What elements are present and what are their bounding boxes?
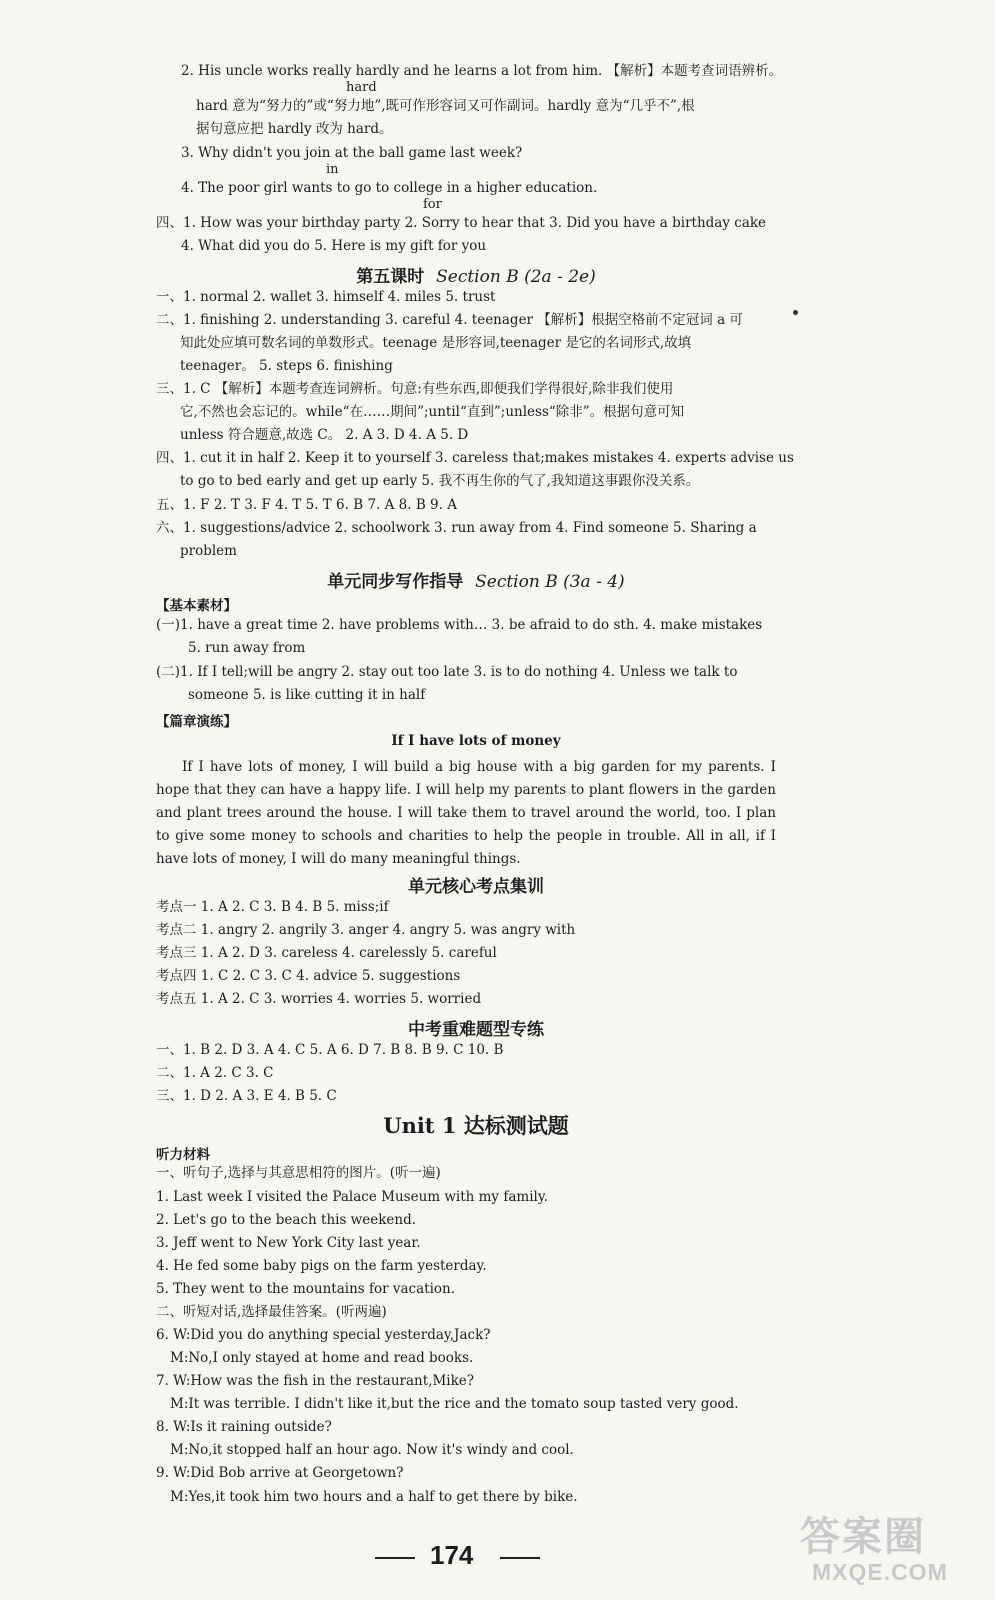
dialog-line: M:No,it stopped half an hour ago. Now it's windy and cool.	[170, 1442, 574, 1458]
correction-mark: hard	[346, 80, 377, 95]
listening-line: 3. Jeff went to New York City last year.	[156, 1235, 421, 1251]
section-heading	[156, 567, 796, 592]
answer-line: 考点五 1. A 2. C 3. worries 4. worries 5. worried	[156, 991, 482, 1007]
dialog-line: M:Yes,it took him two hours and a half to get there by bike.	[170, 1489, 578, 1505]
ink-dot	[793, 310, 798, 315]
answer-line: hard 意为“努力的”或“努力地”,既可作形容词又可作副词。hardly 意为“几乎不”,根	[196, 98, 695, 114]
dialog-line: 7. W:How was the fish in the restaurant,Mike?	[156, 1373, 475, 1389]
answer-line: 二、1. A 2. C 3. C	[156, 1065, 274, 1081]
answer-line: someone 5. is like cutting it in half	[188, 687, 426, 703]
answer-line: 五、1. F 2. T 3. F 4. T 5. T 6. B 7. A 8. B 9. A	[156, 497, 457, 513]
dialog-line: M:No,I only stayed at home and read books.	[170, 1350, 474, 1366]
heading-en: Section B (2a - 2e)	[436, 267, 596, 287]
page-number-dash	[500, 1557, 540, 1559]
question-heading: 一、听句子,选择与其意思相符的图片。(听一遍)	[156, 1165, 441, 1181]
listening-line: 5. They went to the mountains for vacation.	[156, 1281, 456, 1297]
answer-line: unless 符合题意,故选 C。 2. A 3. D 4. A 5. D	[180, 427, 469, 443]
answer-line: 一、1. B 2. D 3. A 4. C 5. A 6. D 7. B 8. B 9. C 10. B	[156, 1042, 504, 1058]
answer-line: 5. run away from	[188, 640, 306, 656]
dialog-line: 9. W:Did Bob arrive at Georgetown?	[156, 1465, 404, 1481]
answer-line: 考点三 1. A 2. D 3. careless 4. carelessly 5. careful	[156, 945, 497, 961]
answer-line: 4. The poor girl wants to go to college in a higher education.	[181, 180, 598, 196]
heading-cn: 单元同步写作指导	[327, 572, 464, 592]
listening-line: 2. Let's go to the beach this weekend.	[156, 1212, 417, 1228]
answer-line: 考点一 1. A 2. C 3. B 4. B 5. miss;if	[156, 899, 389, 915]
answer-line: 四、1. How was your birthday party 2. Sorry to hear that 3. Did you have a birthday cake	[156, 215, 767, 231]
dialog-line: M:It was terrible. I didn't like it,but the rice and the tomato soup tasted very good.	[170, 1396, 739, 1412]
watermark-text: 答案圈	[800, 1515, 926, 1559]
answer-line: 三、1. C 【解析】本题考查连词辨析。句意:有些东西,即便我们学得很好,除非我们使用	[156, 381, 674, 397]
page-number-dash	[375, 1557, 415, 1559]
question-heading: 二、听短对话,选择最佳答案。(听两遍)	[156, 1304, 387, 1320]
correction-mark: in	[326, 162, 339, 177]
page-number: 174	[430, 1540, 474, 1570]
subsection-tag: 【基本素材】	[156, 598, 237, 614]
section-heading	[156, 262, 796, 287]
answer-line: 六、1. suggestions/advice 2. schoolwork 3. run away from 4. Find someone 5. Sharing a	[156, 520, 757, 536]
answer-line: 考点四 1. C 2. C 3. C 4. advice 5. suggestions	[156, 968, 461, 984]
answer-line: 4. What did you do 5. Here is my gift for you	[181, 238, 487, 254]
answer-line: 知此处应填可数名词的单数形式。teenage 是形容词,teenager 是它的名词形式,故填	[180, 335, 692, 351]
section-heading: 中考重难题型专练	[408, 1020, 544, 1040]
heading-en: Section B (3a - 4)	[475, 572, 625, 592]
subsection-tag: 听力材料	[156, 1147, 210, 1163]
dialog-line: 8. W:Is it raining outside?	[156, 1419, 332, 1435]
answer-line: 它,不然也会忘记的。while“在……期间”;until“直到”;unless“除非”。根据句意可知	[180, 404, 685, 420]
watermark-url: MXQE.COM	[812, 1559, 948, 1585]
answer-line: 据句意应把 hardly 改为 hard。	[196, 121, 393, 137]
answer-line: teenager。 5. steps 6. finishing	[180, 358, 393, 374]
heading-cn: 第五课时	[356, 267, 425, 287]
section-heading: 单元核心考点集训	[408, 877, 544, 897]
answer-line: 四、1. cut it in half 2. Keep it to yourself 3. careless that;makes mistakes 4. experts advise us	[156, 450, 794, 466]
answer-line: (二)1. If I tell;will be angry 2. stay out too late 3. is to do nothing 4. Unless we talk to	[156, 664, 738, 680]
listening-line: 4. He fed some baby pigs on the farm yesterday.	[156, 1258, 487, 1274]
essay-body: If I have lots of money, I will build a big house with a big garden for my parents. I hope that they can have a happy life. I will help my parents to plant flowers in the garden and plant trees around the house. I will take them to travel around the world, too. I plan to give some money to schools and charities to help the people in trouble. All in all, if I have lots of money, I will do many meaningful things.	[156, 759, 776, 867]
answer-line: problem	[180, 543, 237, 559]
listening-line: 1. Last week I visited the Palace Museum with my family.	[156, 1189, 548, 1205]
answer-line: to go to bed early and get up early 5. 我不再生你的气了,我知道这事跟你没关系。	[180, 473, 700, 489]
unit-title: Unit 1 达标测试题	[383, 1113, 569, 1138]
answer-line: 二、1. finishing 2. understanding 3. careful 4. teenager 【解析】根据空格前不定冠词 a 可	[156, 312, 743, 328]
correction-mark: for	[423, 197, 442, 212]
answer-line: (一)1. have a great time 2. have problems with… 3. be afraid to do sth. 4. make mistakes	[156, 617, 763, 633]
watermark-logo	[800, 1505, 965, 1595]
answer-line: 3. Why didn't you join at the ball game last week?	[181, 145, 523, 161]
essay-title: If I have lots of money	[391, 733, 561, 749]
answer-line: 2. His uncle works really hardly and he learns a lot from him. 【解析】本题考查词语辨析。	[181, 63, 783, 79]
answer-line: 考点二 1. angry 2. angrily 3. anger 4. angry 5. was angry with	[156, 922, 576, 938]
answer-line: 一、1. normal 2. wallet 3. himself 4. miles 5. trust	[156, 289, 496, 305]
subsection-tag: 【篇章演练】	[156, 714, 237, 730]
answer-line: 三、1. D 2. A 3. E 4. B 5. C	[156, 1088, 337, 1104]
dialog-line: 6. W:Did you do anything special yesterday,Jack?	[156, 1327, 491, 1343]
